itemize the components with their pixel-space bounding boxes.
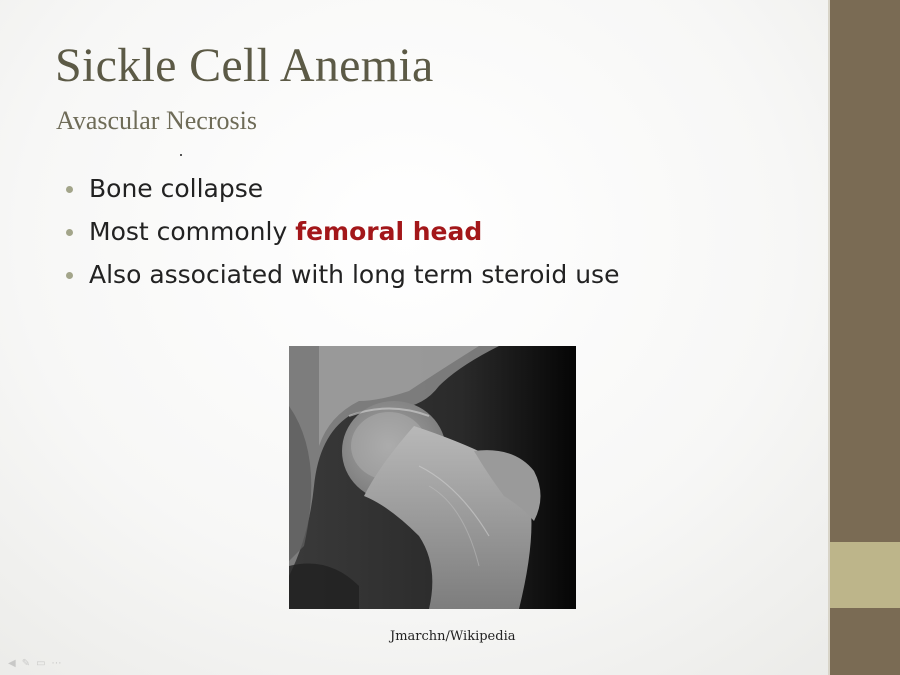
bullet-item	[66, 253, 619, 296]
bullet-list	[66, 167, 619, 296]
slide-subtitle: Avascular Necrosis	[56, 106, 257, 135]
stray-mark	[180, 154, 182, 156]
hip-xray-image	[289, 346, 576, 609]
bullet-highlight: femoral head	[295, 217, 483, 246]
bullet-dot-icon	[66, 186, 73, 193]
slides-icon[interactable]: ▭	[36, 658, 46, 669]
more-icon[interactable]: ⋯	[51, 658, 62, 669]
pen-icon[interactable]: ✎	[21, 658, 31, 669]
bullet-dot-icon	[66, 272, 73, 279]
side-band-accent	[830, 542, 900, 608]
bullet-dot-icon	[66, 229, 73, 236]
image-caption: Jmarchn/Wikipedia	[390, 629, 516, 644]
arrow-left-icon[interactable]: ◀	[8, 658, 16, 669]
bullet-item	[66, 210, 619, 253]
slide-controls[interactable]	[8, 658, 62, 669]
slide-title: Sickle Cell Anemia	[55, 39, 434, 92]
bullet-text: Bone collapse	[89, 174, 264, 203]
bullet-text: Also associated with long term steroid use	[89, 260, 620, 289]
bullet-text: Most commonly	[89, 217, 296, 246]
bullet-item	[66, 167, 619, 210]
